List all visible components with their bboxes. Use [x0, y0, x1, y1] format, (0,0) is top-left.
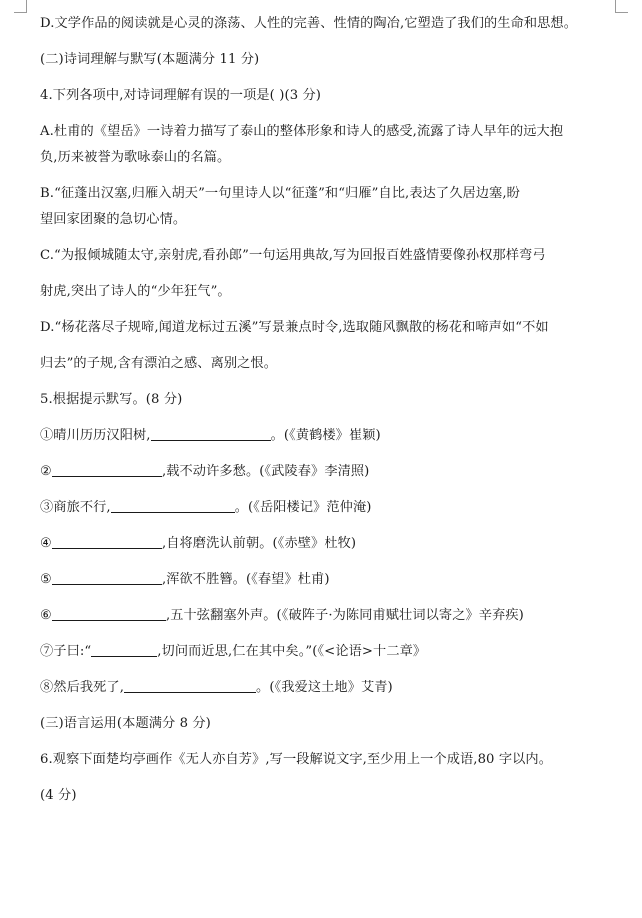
dictation-item-3-prefix: ③商旅不行, — [40, 500, 111, 515]
dictation-item-4-suffix: ,自将磨洗认前朝。(《赤壁》杜牧) — [161, 536, 357, 551]
option-b-line-1: B.“征蓬出汉塞,归雁入胡天”一句里诗人以“征蓬”和“归雁”自比,表达了久居边塞,盼 — [40, 186, 520, 201]
dictation-item-5-suffix: ,浑欲不胜簪。(《春望》杜甫) — [161, 572, 330, 587]
dictation-item-4-prefix: ④ — [40, 536, 52, 551]
dictation-item-2-prefix: ② — [40, 464, 52, 479]
option-a-line-2: 负,历来被誉为歌咏泰山的名篇。 — [40, 150, 231, 165]
dictation-blank-5[interactable] — [52, 570, 162, 585]
dictation-item-6 — [40, 606, 606, 626]
document-page — [40, 14, 606, 806]
option-c-line-2: 射虎,突出了诗人的“少年狂气”。 — [40, 284, 231, 299]
option-d-line-2: 归去”的子规,含有漂泊之感、离别之恨。 — [40, 356, 278, 371]
dictation-blank-1[interactable] — [151, 426, 271, 441]
section-title-poetry: (二)诗词理解与默写(本题满分 11 分) — [40, 52, 260, 67]
question-4-option-b — [40, 184, 606, 230]
dictation-item-7-suffix: ,切问而近思,仁在其中矣。”(《<论语>十二章》 — [157, 644, 427, 659]
dictation-item-6-suffix: ,五十弦翻塞外声。(《破阵子·为陈同甫赋壮词以寄之》辛弃疾) — [165, 608, 524, 623]
option-b-line-2: 望回家团聚的急切心情。 — [40, 212, 187, 227]
dictation-item-8-prefix: ⑧然后我死了, — [40, 680, 125, 695]
question-4-option-a — [40, 122, 606, 168]
dictation-blank-8[interactable] — [124, 678, 256, 693]
question-4-option-d — [40, 318, 606, 374]
option-d-line-1: D.“杨花落尽子规啼,闻道龙标过五溪”写景兼点时令,选取随风飘散的杨花和啼声如“不如 — [40, 320, 549, 335]
dictation-item-6-prefix: ⑥ — [40, 608, 52, 623]
question-6-score: (4 分) — [40, 788, 77, 803]
dictation-item-2 — [40, 462, 606, 482]
page-corner-mark-right — [615, 0, 628, 13]
dictation-item-3-suffix: 。(《岳阳楼记》范仲淹) — [234, 500, 372, 515]
question-4-stem: 4.下列各项中,对诗词理解有误的一项是( )(3 分) — [40, 88, 322, 103]
dictation-item-7-prefix: ⑦子曰:“ — [40, 644, 92, 659]
question-5-stem: 5.根据提示默写。(8 分) — [40, 392, 183, 407]
page-corner-mark-left — [14, 0, 27, 13]
dictation-item-1-suffix: 。(《黄鹤楼》崔颖) — [270, 428, 381, 443]
dictation-item-4 — [40, 534, 606, 554]
dictation-item-1-prefix: ①晴川历历汉阳树, — [40, 428, 151, 443]
dictation-blank-4[interactable] — [52, 534, 162, 549]
option-d-literature: D.文学作品的阅读就是心灵的涤荡、人性的完善、性情的陶冶,它塑造了我们的生命和思想。 — [40, 16, 577, 31]
dictation-item-8-suffix: 。(《我爱这土地》艾青) — [256, 680, 393, 695]
dictation-item-7 — [40, 642, 606, 662]
dictation-item-3 — [40, 498, 606, 518]
dictation-item-2-suffix: ,载不动许多愁。(《武陵春》李清照) — [161, 464, 370, 479]
dictation-item-5 — [40, 570, 606, 590]
dictation-blank-6[interactable] — [52, 606, 166, 621]
dictation-blank-7[interactable] — [91, 642, 157, 657]
question-4-option-c — [40, 246, 606, 302]
dictation-blank-2[interactable] — [52, 462, 162, 477]
dictation-item-1 — [40, 426, 606, 446]
option-c-line-1: C.“为报倾城随太守,亲射虎,看孙郎”一句运用典故,写为回报百姓盛情要像孙权那样弯弓 — [40, 248, 546, 263]
dictation-blank-3[interactable] — [111, 498, 235, 513]
question-6-stem: 6.观察下面楚均亭画作《无人亦自芳》,写一段解说文字,至少用上一个成语,80 字以内。 — [40, 752, 552, 767]
option-a-line-1: A.杜甫的《望岳》一诗着力描写了泰山的整体形象和诗人的感受,流露了诗人早年的远大抱 — [40, 124, 564, 139]
section-title-language: (三)语言运用(本题满分 8 分) — [40, 716, 211, 731]
dictation-item-5-prefix: ⑤ — [40, 572, 52, 587]
dictation-item-8 — [40, 678, 606, 698]
